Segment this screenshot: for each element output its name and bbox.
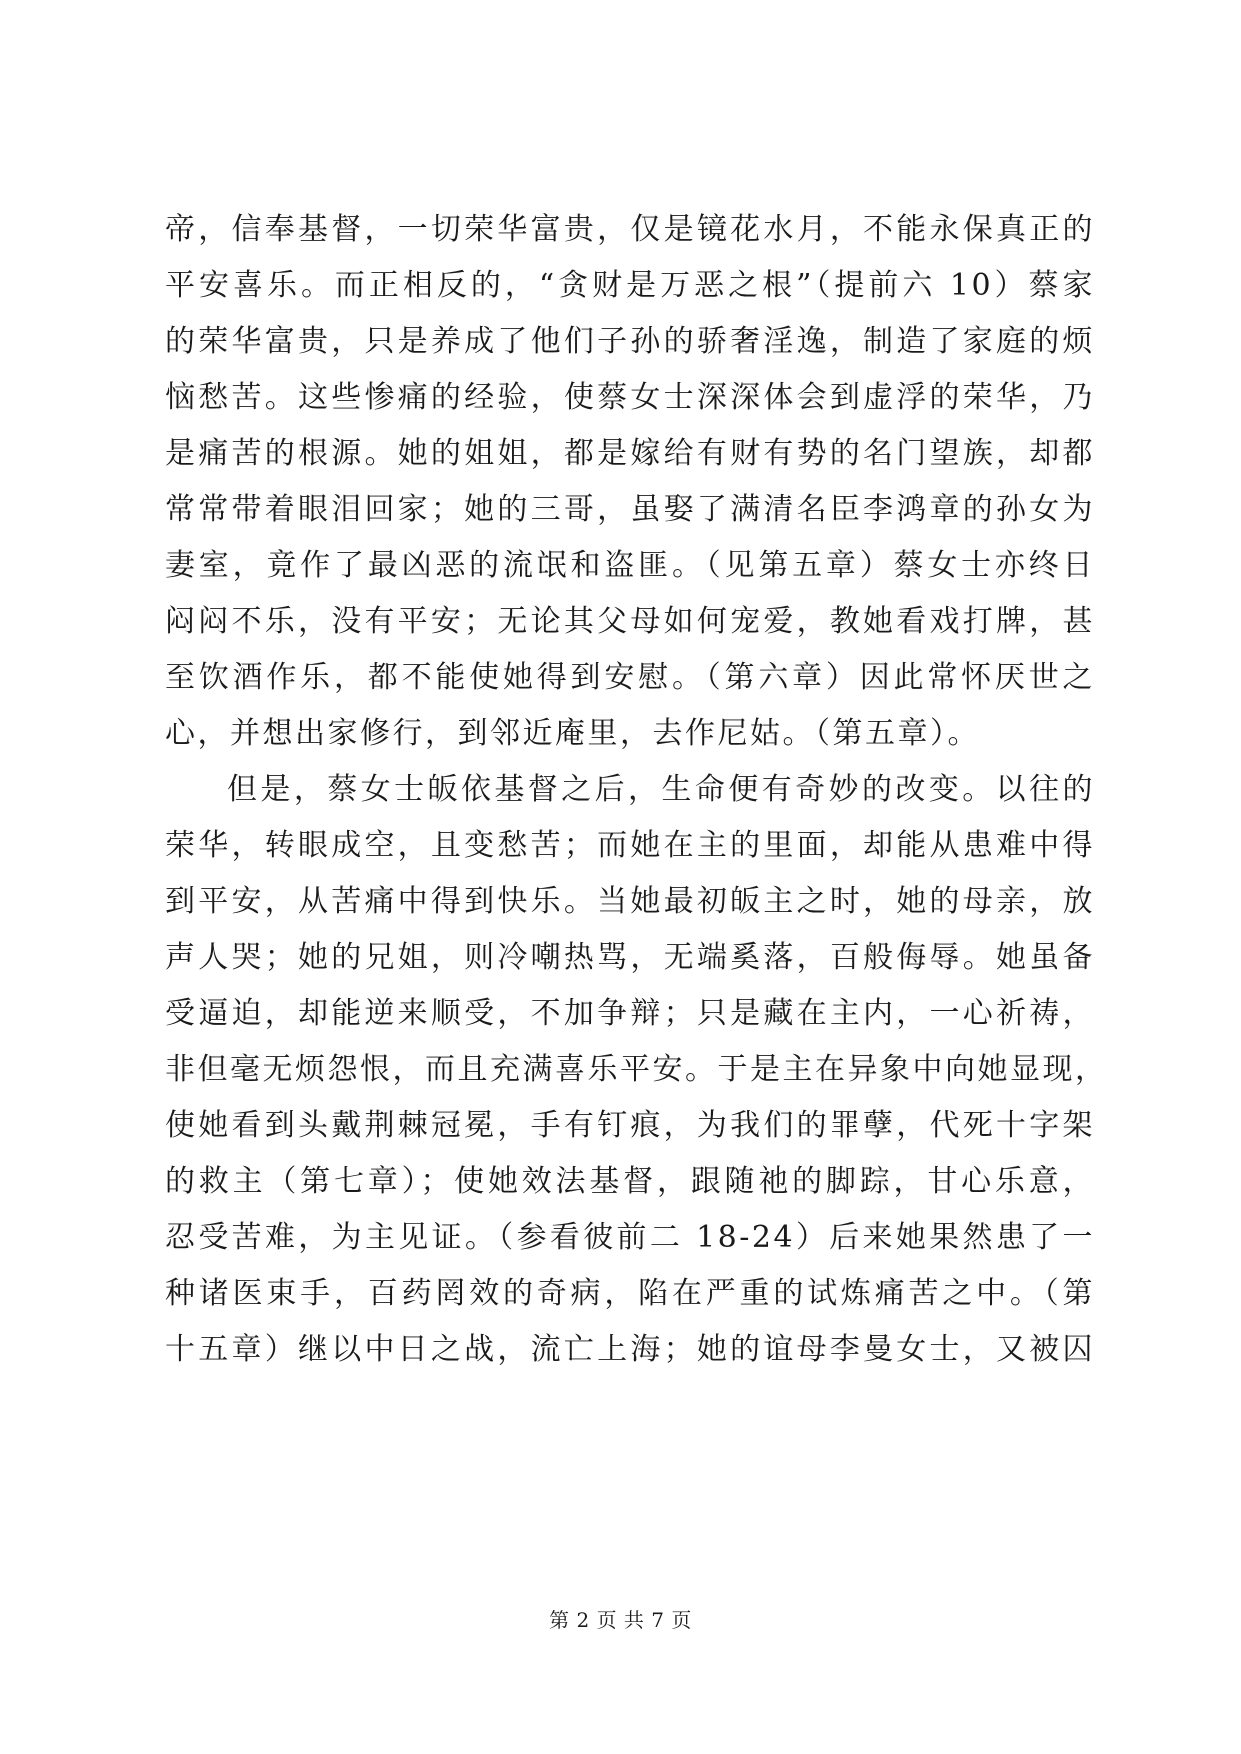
text-line: 平安喜乐。而正相反的，“贪财是万恶之根”（提前六 10）蔡家 bbox=[165, 268, 1095, 303]
text-line: 使她看到头戴荆棘冠冕，手有钉痕，为我们的罪孽，代死十字架 bbox=[165, 1108, 1095, 1143]
text-line: 种诸医束手，百药罔效的奇病，陷在严重的试炼痛苦之中。（第 bbox=[165, 1276, 1095, 1311]
text-line: 非但毫无烦怨恨，而且充满喜乐平安。于是主在异象中向她显现， bbox=[165, 1052, 1108, 1087]
text-line: 受逼迫，却能逆来顺受，不加争辩；只是藏在主内，一心祈祷， bbox=[165, 996, 1095, 1031]
text-line: 恼愁苦。这些惨痛的经验，使蔡女士深深体会到虚浮的荣华，乃 bbox=[165, 380, 1095, 415]
text-line: 帝，信奉基督，一切荣华富贵，仅是镜花水月，不能永保真正的 bbox=[165, 212, 1095, 247]
text-line: 十五章）继以中日之战，流亡上海；她的谊母李曼女士，又被囚 bbox=[165, 1332, 1095, 1367]
text-line: 声人哭；她的兄姐，则冷嘲热骂，无端奚落，百般侮辱。她虽备 bbox=[165, 940, 1095, 975]
text-line: 荣华，转眼成空，且变愁苦；而她在主的里面，却能从患难中得 bbox=[165, 828, 1095, 863]
text-line: 的救主（第七章）；使她效法基督，跟随祂的脚踪，甘心乐意， bbox=[165, 1164, 1095, 1199]
text-line: 的荣华富贵，只是养成了他们子孙的骄奢淫逸，制造了家庭的烦 bbox=[165, 324, 1095, 359]
text-line: 是痛苦的根源。她的姐姐，都是嫁给有财有势的名门望族，却都 bbox=[165, 436, 1095, 471]
page-number-footer: 第 2 页 共 7 页 bbox=[549, 1608, 692, 1632]
text-line: 忍受苦难，为主见证。（参看彼前二 18-24）后来她果然患了一 bbox=[165, 1220, 1095, 1255]
text-line: 妻室，竟作了最凶恶的流氓和盗匪。（见第五章）蔡女士亦终日 bbox=[165, 548, 1095, 583]
paragraph-first-line: 但是，蔡女士皈依基督之后，生命便有奇妙的改变。以往的 bbox=[227, 772, 1095, 807]
text-line: 到平安，从苦痛中得到快乐。当她最初皈主之时，她的母亲，放 bbox=[165, 884, 1095, 919]
text-line: 心，并想出家修行，到邻近庵里，去作尼姑。（第五章）。 bbox=[165, 716, 980, 751]
text-line: 至饮酒作乐，都不能使她得到安慰。（第六章）因此常怀厌世之 bbox=[165, 660, 1095, 695]
text-line: 常常带着眼泪回家；她的三哥，虽娶了满清名臣李鸿章的孙女为 bbox=[165, 492, 1095, 527]
text-line: 闷闷不乐，没有平安；无论其父母如何宠爱，教她看戏打牌，甚 bbox=[165, 604, 1095, 639]
